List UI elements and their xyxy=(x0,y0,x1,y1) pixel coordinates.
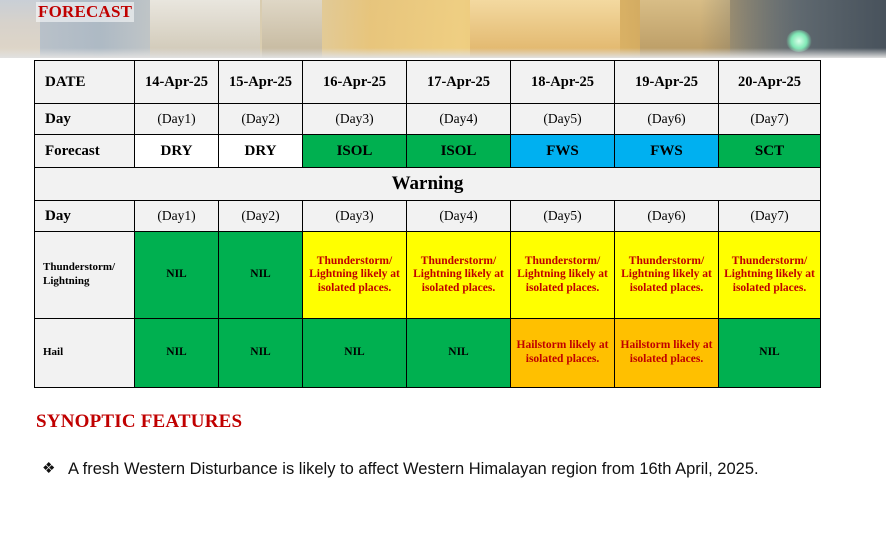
date-cell-day6: 19-Apr-25 xyxy=(615,61,719,104)
hail-cell-day6: Hailstorm likely at isolated places. xyxy=(615,319,719,388)
date-cell-day2: 15-Apr-25 xyxy=(219,61,303,104)
warning-day-cell-5: (Day5) xyxy=(511,201,615,232)
forecast-cell-day7: SCT xyxy=(719,135,821,168)
date-cell-day7: 20-Apr-25 xyxy=(719,61,821,104)
row-label-forecast: Forecast xyxy=(35,135,135,168)
thunderstorm-cell-day5: Thunderstorm/ Lightning likely at isolated places. xyxy=(511,232,615,319)
forecast-table xyxy=(34,60,821,388)
hail-cell-day4: NIL xyxy=(407,319,511,388)
row-label-warning-day: Day xyxy=(35,201,135,232)
hail-cell-day7: NIL xyxy=(719,319,821,388)
hail-cell-day2: NIL xyxy=(219,319,303,388)
day-cell-6: (Day6) xyxy=(615,104,719,135)
table-row-warning-title xyxy=(35,168,821,201)
hail-cell-day1: NIL xyxy=(135,319,219,388)
thunderstorm-cell-day2: NIL xyxy=(219,232,303,319)
synoptic-bullet-item xyxy=(36,458,836,482)
day-cell-2: (Day2) xyxy=(219,104,303,135)
synoptic-features-body xyxy=(36,458,836,482)
date-cell-day4: 17-Apr-25 xyxy=(407,61,511,104)
forecast-cell-day3: ISOL xyxy=(303,135,407,168)
warning-day-cell-7: (Day7) xyxy=(719,201,821,232)
forecast-cell-day5: FWS xyxy=(511,135,615,168)
table-row-date xyxy=(35,61,821,104)
date-cell-day1: 14-Apr-25 xyxy=(135,61,219,104)
row-label-hail: Hail xyxy=(35,319,135,388)
date-cell-day5: 18-Apr-25 xyxy=(511,61,615,104)
warning-day-cell-6: (Day6) xyxy=(615,201,719,232)
warning-day-cell-3: (Day3) xyxy=(303,201,407,232)
hail-cell-day5: Hailstorm likely at isolated places. xyxy=(511,319,615,388)
table-row-warning-day xyxy=(35,201,821,232)
row-label-day: Day xyxy=(35,104,135,135)
thunderstorm-cell-day1: NIL xyxy=(135,232,219,319)
thunderstorm-cell-day7: Thunderstorm/ Lightning likely at isolated places. xyxy=(719,232,821,319)
table-row-forecast xyxy=(35,135,821,168)
forecast-cell-day6: FWS xyxy=(615,135,719,168)
thunderstorm-cell-day3: Thunderstorm/ Lightning likely at isolated places. xyxy=(303,232,407,319)
date-cell-day3: 16-Apr-25 xyxy=(303,61,407,104)
day-cell-7: (Day7) xyxy=(719,104,821,135)
day-cell-3: (Day3) xyxy=(303,104,407,135)
synoptic-bullet-text: A fresh Western Disturbance is likely to affect Western Himalayan region from 16th April, 2025. xyxy=(68,460,759,478)
warning-section-title: Warning xyxy=(35,168,821,201)
banner-bottom-fade xyxy=(0,48,886,58)
thunderstorm-cell-day6: Thunderstorm/ Lightning likely at isolated places. xyxy=(615,232,719,319)
table-row-thunderstorm xyxy=(35,232,821,319)
hail-cell-day3: NIL xyxy=(303,319,407,388)
warning-day-cell-2: (Day2) xyxy=(219,201,303,232)
day-cell-4: (Day4) xyxy=(407,104,511,135)
warning-day-cell-4: (Day4) xyxy=(407,201,511,232)
thunderstorm-cell-day4: Thunderstorm/ Lightning likely at isolated places. xyxy=(407,232,511,319)
row-label-date: DATE xyxy=(35,61,135,104)
row-label-thunderstorm: Thunderstorm/ Lightning xyxy=(35,232,135,319)
forecast-heading: FORECAST xyxy=(38,2,133,21)
forecast-cell-day2: DRY xyxy=(219,135,303,168)
day-cell-5: (Day5) xyxy=(511,104,615,135)
forecast-cell-day1: DRY xyxy=(135,135,219,168)
synoptic-features-heading: SYNOPTIC FEATURES xyxy=(36,411,243,432)
forecast-cell-day4: ISOL xyxy=(407,135,511,168)
table-row-day xyxy=(35,104,821,135)
day-cell-1: (Day1) xyxy=(135,104,219,135)
warning-day-cell-1: (Day1) xyxy=(135,201,219,232)
diamond-bullet-icon: ❖ xyxy=(42,460,56,477)
table-row-hail xyxy=(35,319,821,388)
